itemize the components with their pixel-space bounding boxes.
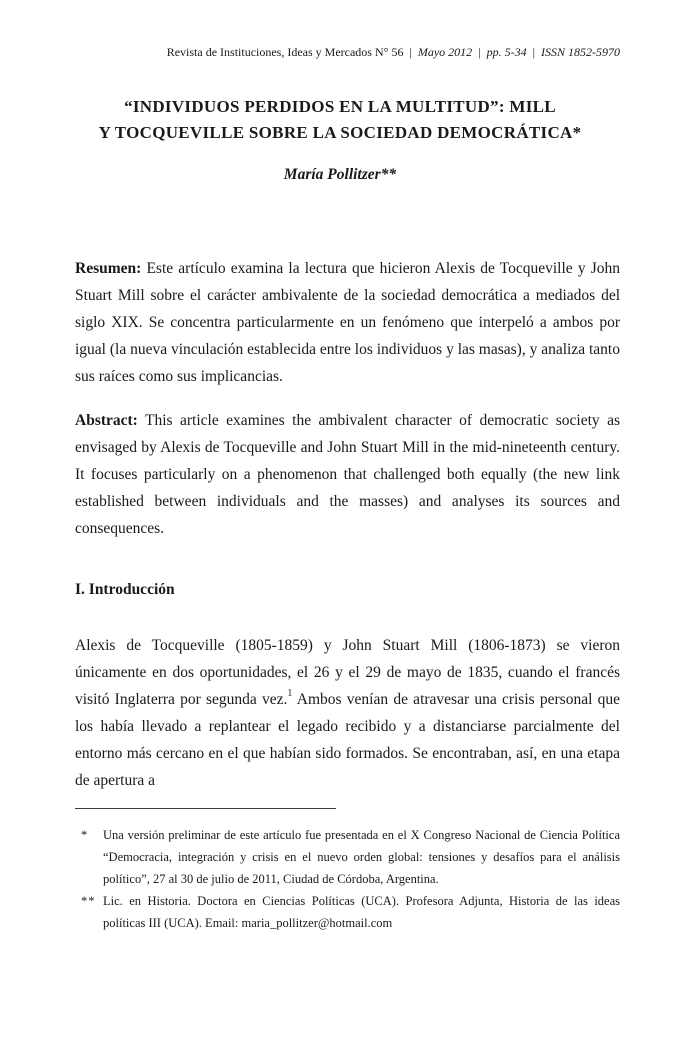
footnote-text: Lic. en Historia. Doctora en Ciencias Políticas (UCA). Profesora Adjunta, Historia de las ideas políticas III (UCA). Email: maria_pollitzer@hotmail.com <box>103 894 620 930</box>
issue-date: Mayo 2012 <box>417 45 473 59</box>
footnotes-section <box>75 824 620 934</box>
introduction-text-before-note: Alexis de Tocqueville (1805-1859) y John Stuart Mill (1806-1873) se vieron únicamente en dos oportunidades, el 26 y el 29 de mayo de 1835, cuando el francés visitó Inglaterra por segunda vez. <box>75 636 620 708</box>
abstract-text: This article examines the ambivalent character of democratic society as envisaged by Alexis de Tocqueville and John Stuart Mill in the mid-nineteenth century. It focuses particularly on a phenomenon that challenged both equally (the new link established between individuals and the masses) and analyses its sources and consequences. <box>75 411 620 537</box>
resumen-text: Este artículo examina la lectura que hicieron Alexis de Tocqueville y John Stuart Mill sobre el carácter ambivalente de la sociedad democrática a mediados del siglo XIX. Se concentra particularmente en un fenómeno que interpeló a ambos por igual (la nueva vinculación establecida entre los individuos y las masas), y analiza tanto sus raíces como sus implicancias. <box>75 259 620 385</box>
header-separator: | <box>532 45 535 59</box>
page-range: pp. 5-34 <box>486 45 527 59</box>
article-title-line2: Y TOCQUEVILLE SOBRE LA SOCIEDAD DEMOCRÁTICA* <box>98 123 582 142</box>
introduction-paragraph <box>75 632 620 794</box>
footnote-item <box>75 824 620 890</box>
footnote-marker: * <box>81 828 89 842</box>
resumen-label: Resumen: <box>75 259 142 277</box>
article-title <box>30 94 650 146</box>
introduction-text-after-note: Ambos venían de atravesar una crisis personal que los había llevado a replantear el legado recibido y a distanciarse parcialmente del entorno más cercano en el que habían sido formados. Se encontraban, así, en una etapa de apertura a <box>75 690 620 789</box>
header-separator: | <box>478 45 481 59</box>
footnote-divider-rule <box>75 808 336 809</box>
abstract-paragraph <box>75 407 620 542</box>
header-separator: | <box>409 45 412 59</box>
journal-header <box>75 45 620 60</box>
abstract-label: Abstract: <box>75 411 138 429</box>
journal-name: Revista de Instituciones, Ideas y Mercados N° 56 <box>166 45 404 59</box>
author-name: María Pollitzer** <box>283 166 397 183</box>
resumen-paragraph <box>75 255 620 390</box>
footnote-item <box>75 890 620 934</box>
issn-number: ISSN 1852-5970 <box>541 45 620 59</box>
article-title-line1: “INDIVIDUOS PERDIDOS EN LA MULTITUD”: MILL <box>124 97 556 116</box>
section-heading-introduction: I. Introducción <box>75 580 175 598</box>
footnote-marker: ** <box>81 894 96 908</box>
footnote-reference-1: 1 <box>287 688 293 700</box>
footnote-text: Una versión preliminar de este artículo fue presentada en el X Congreso Nacional de Ciencia Política “Democracia, integración y crisis en el nuevo orden global: tensiones y desafíos para el análisis político”, 27 al 30 de julio de 2011, Ciudad de Córdoba, Argentina. <box>103 828 620 886</box>
